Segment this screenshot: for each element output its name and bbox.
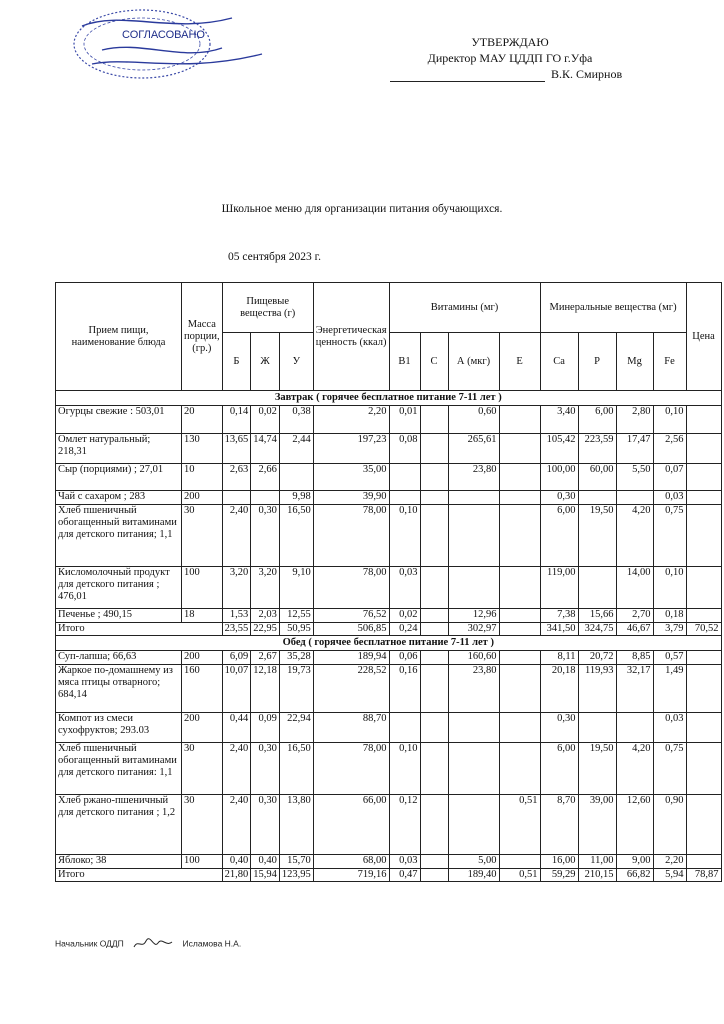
table-cell: 13,80 bbox=[279, 795, 313, 855]
table-row bbox=[56, 406, 722, 434]
total-cell: 66,82 bbox=[616, 869, 653, 882]
total-cell: 506,85 bbox=[313, 623, 389, 636]
table-cell bbox=[420, 665, 448, 713]
table-row bbox=[56, 434, 722, 464]
table-cell bbox=[499, 713, 540, 743]
total-cell: 5,94 bbox=[653, 869, 686, 882]
table-cell: 0,10 bbox=[653, 406, 686, 434]
table-cell bbox=[686, 505, 721, 567]
total-label: Итого bbox=[56, 869, 223, 882]
table-cell bbox=[686, 713, 721, 743]
table-cell: 197,23 bbox=[313, 434, 389, 464]
footer-name: Исламова Н.А. bbox=[182, 938, 242, 949]
table-cell bbox=[616, 491, 653, 505]
table-cell: 13,65 bbox=[222, 434, 251, 464]
table-cell: 0,03 bbox=[389, 855, 420, 869]
header-b1: B1 bbox=[389, 333, 420, 391]
table-cell: 200 bbox=[182, 651, 223, 665]
table-cell: 4,20 bbox=[616, 505, 653, 567]
table-cell: 39,90 bbox=[313, 491, 389, 505]
total-label: Итого bbox=[56, 623, 223, 636]
table-cell: 20 bbox=[182, 406, 223, 434]
table-cell: 0,10 bbox=[389, 505, 420, 567]
table-row bbox=[56, 464, 722, 491]
dish-name: Суп-лапша; 66,63 bbox=[56, 651, 182, 665]
table-cell: 68,00 bbox=[313, 855, 389, 869]
footer-position: Начальник ОДДП bbox=[55, 938, 124, 949]
table-cell: 2,80 bbox=[616, 406, 653, 434]
dish-name: Печенье ; 490,15 bbox=[56, 609, 182, 623]
total-row bbox=[56, 623, 722, 636]
menu-table bbox=[55, 282, 722, 882]
table-cell bbox=[420, 434, 448, 464]
approval-title: УТВЕРЖДАЮ bbox=[471, 35, 549, 49]
table-cell: 7,38 bbox=[540, 609, 578, 623]
table-cell: 78,00 bbox=[313, 567, 389, 609]
table-cell: 0,44 bbox=[222, 713, 251, 743]
table-cell bbox=[499, 505, 540, 567]
dish-name: Омлет натуральный; 218,31 bbox=[56, 434, 182, 464]
table-cell: 19,73 bbox=[279, 665, 313, 713]
table-cell: 30 bbox=[182, 505, 223, 567]
table-cell bbox=[616, 713, 653, 743]
table-cell bbox=[448, 505, 499, 567]
table-cell: 6,00 bbox=[540, 505, 578, 567]
signature-line bbox=[390, 69, 545, 82]
table-cell: 78,00 bbox=[313, 505, 389, 567]
table-cell bbox=[499, 665, 540, 713]
header-a: А (мкг) bbox=[448, 333, 499, 391]
header-ca: Ca bbox=[540, 333, 578, 391]
total-cell: 22,95 bbox=[251, 623, 280, 636]
dish-name: Яблоко; 38 bbox=[56, 855, 182, 869]
table-cell: 2,40 bbox=[222, 795, 251, 855]
table-cell: 16,50 bbox=[279, 505, 313, 567]
table-cell: 10,07 bbox=[222, 665, 251, 713]
table-cell bbox=[578, 567, 616, 609]
table-cell: 0,03 bbox=[389, 567, 420, 609]
table-cell bbox=[499, 743, 540, 795]
table-cell: 0,09 bbox=[251, 713, 280, 743]
table-cell: 16,50 bbox=[279, 743, 313, 795]
table-cell bbox=[686, 651, 721, 665]
table-cell bbox=[499, 651, 540, 665]
table-cell: 2,66 bbox=[251, 464, 280, 491]
total-row bbox=[56, 869, 722, 882]
table-row bbox=[56, 743, 722, 795]
table-cell: 0,02 bbox=[389, 609, 420, 623]
table-cell: 0,90 bbox=[653, 795, 686, 855]
table-cell: 1,49 bbox=[653, 665, 686, 713]
table-cell: 0,01 bbox=[389, 406, 420, 434]
table-cell: 8,85 bbox=[616, 651, 653, 665]
table-row bbox=[56, 651, 722, 665]
table-cell: 0,38 bbox=[279, 406, 313, 434]
table-cell: 0,03 bbox=[653, 491, 686, 505]
table-cell: 119,00 bbox=[540, 567, 578, 609]
table-cell: 189,94 bbox=[313, 651, 389, 665]
table-cell: 6,00 bbox=[578, 406, 616, 434]
table-cell: 5,50 bbox=[616, 464, 653, 491]
table-cell: 105,42 bbox=[540, 434, 578, 464]
total-cell: 123,95 bbox=[279, 869, 313, 882]
table-cell: 20,72 bbox=[578, 651, 616, 665]
table-cell: 0,40 bbox=[222, 855, 251, 869]
table-cell: 22,94 bbox=[279, 713, 313, 743]
total-cell: 3,79 bbox=[653, 623, 686, 636]
dish-name: Жаркое по-домашнему из мяса птицы отварного; 684,14 bbox=[56, 665, 182, 713]
dish-name: Кисломолочный продукт для детского питания ; 476,01 bbox=[56, 567, 182, 609]
total-cell: 50,95 bbox=[279, 623, 313, 636]
header-nutrients: Пищевые вещества (г) bbox=[222, 283, 313, 333]
total-cell: 189,40 bbox=[448, 869, 499, 882]
header-mg: Mg bbox=[616, 333, 653, 391]
table-cell: 0,75 bbox=[653, 505, 686, 567]
table-cell: 119,93 bbox=[578, 665, 616, 713]
table-cell: 0,30 bbox=[540, 713, 578, 743]
table-cell: 100,00 bbox=[540, 464, 578, 491]
total-cell: 21,80 bbox=[222, 869, 251, 882]
table-cell bbox=[420, 795, 448, 855]
table-cell: 12,96 bbox=[448, 609, 499, 623]
table-cell: 39,00 bbox=[578, 795, 616, 855]
table-cell bbox=[686, 743, 721, 795]
table-cell: 0,30 bbox=[251, 505, 280, 567]
total-cell: 0,47 bbox=[389, 869, 420, 882]
table-row bbox=[56, 855, 722, 869]
total-cell: 59,29 bbox=[540, 869, 578, 882]
total-cell: 46,67 bbox=[616, 623, 653, 636]
header-meal: Прием пищи, наименование блюда bbox=[56, 283, 182, 391]
table-cell: 200 bbox=[182, 713, 223, 743]
total-cell bbox=[420, 869, 448, 882]
table-row bbox=[56, 795, 722, 855]
total-cell: 0,51 bbox=[499, 869, 540, 882]
table-cell bbox=[686, 855, 721, 869]
table-cell bbox=[686, 406, 721, 434]
total-cell: 70,52 bbox=[686, 623, 721, 636]
table-cell bbox=[420, 567, 448, 609]
table-cell bbox=[420, 609, 448, 623]
table-cell bbox=[448, 713, 499, 743]
table-cell: 6,00 bbox=[540, 743, 578, 795]
table-cell: 9,98 bbox=[279, 491, 313, 505]
table-cell bbox=[420, 855, 448, 869]
total-cell bbox=[420, 623, 448, 636]
table-cell: 3,40 bbox=[540, 406, 578, 434]
table-cell bbox=[499, 491, 540, 505]
table-row bbox=[56, 609, 722, 623]
total-cell: 341,50 bbox=[540, 623, 578, 636]
dish-name: Огурцы свежие : 503,01 bbox=[56, 406, 182, 434]
table-cell: 265,61 bbox=[448, 434, 499, 464]
table-cell: 23,80 bbox=[448, 464, 499, 491]
table-cell: 11,00 bbox=[578, 855, 616, 869]
total-cell: 719,16 bbox=[313, 869, 389, 882]
section-title: Обед ( горячее бесплатное питание 7-11 лет ) bbox=[56, 636, 722, 651]
table-cell: 0,06 bbox=[389, 651, 420, 665]
table-cell: 2,70 bbox=[616, 609, 653, 623]
dish-name: Хлеб пшеничный обогащенный витаминами для детского питания: 1,1 bbox=[56, 743, 182, 795]
table-cell bbox=[420, 505, 448, 567]
table-cell: 8,11 bbox=[540, 651, 578, 665]
table-cell: 0,30 bbox=[540, 491, 578, 505]
table-cell: 2,44 bbox=[279, 434, 313, 464]
table-cell: 228,52 bbox=[313, 665, 389, 713]
table-cell: 30 bbox=[182, 795, 223, 855]
table-row bbox=[56, 665, 722, 713]
total-cell: 302,97 bbox=[448, 623, 499, 636]
table-cell: 19,50 bbox=[578, 743, 616, 795]
table-cell: 2,63 bbox=[222, 464, 251, 491]
table-cell: 76,52 bbox=[313, 609, 389, 623]
dish-name: Компот из смеси сухофруктов; 293.03 bbox=[56, 713, 182, 743]
header-u: У bbox=[279, 333, 313, 391]
table-cell: 60,00 bbox=[578, 464, 616, 491]
total-cell: 15,94 bbox=[251, 869, 280, 882]
table-cell: 17,47 bbox=[616, 434, 653, 464]
table-cell bbox=[448, 795, 499, 855]
total-cell: 210,15 bbox=[578, 869, 616, 882]
table-cell bbox=[448, 743, 499, 795]
table-cell: 15,66 bbox=[578, 609, 616, 623]
table-cell: 12,55 bbox=[279, 609, 313, 623]
table-cell: 130 bbox=[182, 434, 223, 464]
section-title: Завтрак ( горячее бесплатное питание 7-11 лет ) bbox=[56, 391, 722, 406]
table-row bbox=[56, 505, 722, 567]
table-cell: 0,18 bbox=[653, 609, 686, 623]
table-cell bbox=[499, 434, 540, 464]
table-cell: 35,28 bbox=[279, 651, 313, 665]
table-cell bbox=[420, 713, 448, 743]
table-cell bbox=[686, 609, 721, 623]
document-date: 05 сентября 2023 г. bbox=[228, 251, 321, 263]
table-cell bbox=[499, 406, 540, 434]
table-cell: 0,60 bbox=[448, 406, 499, 434]
table-cell: 0,14 bbox=[222, 406, 251, 434]
header-e: E bbox=[499, 333, 540, 391]
table-cell bbox=[578, 713, 616, 743]
table-cell: 0,51 bbox=[499, 795, 540, 855]
table-cell bbox=[686, 795, 721, 855]
approval-position: Директор МАУ ЦДДП ГО г.Уфа bbox=[427, 51, 593, 65]
table-cell: 35,00 bbox=[313, 464, 389, 491]
table-cell bbox=[448, 491, 499, 505]
table-cell bbox=[448, 567, 499, 609]
table-cell: 160 bbox=[182, 665, 223, 713]
table-cell: 2,56 bbox=[653, 434, 686, 464]
table-cell: 0,75 bbox=[653, 743, 686, 795]
table-cell bbox=[222, 491, 251, 505]
header-price: Цена bbox=[686, 283, 721, 391]
table-cell: 14,00 bbox=[616, 567, 653, 609]
table-cell: 78,00 bbox=[313, 743, 389, 795]
header-energy: Энергетическая ценность (ккал) bbox=[313, 283, 389, 391]
table-cell: 9,10 bbox=[279, 567, 313, 609]
table-cell: 100 bbox=[182, 567, 223, 609]
table-cell: 0,10 bbox=[653, 567, 686, 609]
table-cell bbox=[389, 713, 420, 743]
table-cell: 20,18 bbox=[540, 665, 578, 713]
table-cell: 3,20 bbox=[251, 567, 280, 609]
table-cell: 9,00 bbox=[616, 855, 653, 869]
table-row bbox=[56, 567, 722, 609]
total-cell bbox=[499, 623, 540, 636]
svg-text:СОГЛАСОВАНО: СОГЛАСОВАНО bbox=[122, 29, 205, 41]
table-cell: 32,17 bbox=[616, 665, 653, 713]
table-cell: 0,16 bbox=[389, 665, 420, 713]
table-row bbox=[56, 491, 722, 505]
header-b: Б bbox=[222, 333, 251, 391]
table-cell: 4,20 bbox=[616, 743, 653, 795]
dish-name: Чай с сахаром ; 283 bbox=[56, 491, 182, 505]
header-fe: Fe bbox=[653, 333, 686, 391]
table-cell bbox=[686, 434, 721, 464]
table-cell: 223,59 bbox=[578, 434, 616, 464]
table-cell bbox=[251, 491, 280, 505]
total-cell: 0,24 bbox=[389, 623, 420, 636]
total-cell: 324,75 bbox=[578, 623, 616, 636]
table-cell bbox=[420, 406, 448, 434]
total-cell: 23,55 bbox=[222, 623, 251, 636]
table-cell: 23,80 bbox=[448, 665, 499, 713]
header-c: C bbox=[420, 333, 448, 391]
approval-signature: В.К. Смирнов bbox=[390, 66, 630, 82]
header-minerals: Минеральные вещества (мг) bbox=[540, 283, 686, 333]
table-cell: 0,07 bbox=[653, 464, 686, 491]
table-cell: 15,70 bbox=[279, 855, 313, 869]
dish-name: Хлеб ржано-пшеничный для детского питания ; 1,2 bbox=[56, 795, 182, 855]
table-cell bbox=[420, 743, 448, 795]
table-cell: 0,02 bbox=[251, 406, 280, 434]
table-cell: 0,08 bbox=[389, 434, 420, 464]
table-cell: 5,00 bbox=[448, 855, 499, 869]
table-cell bbox=[279, 464, 313, 491]
table-cell: 2,40 bbox=[222, 743, 251, 795]
table-cell bbox=[499, 609, 540, 623]
handwritten-signature bbox=[132, 937, 174, 951]
table-cell: 0,03 bbox=[653, 713, 686, 743]
table-cell: 0,40 bbox=[251, 855, 280, 869]
table-cell: 2,20 bbox=[653, 855, 686, 869]
dish-name: Сыр (порциями) ; 27,01 bbox=[56, 464, 182, 491]
table-cell bbox=[499, 855, 540, 869]
table-cell: 10 bbox=[182, 464, 223, 491]
table-cell: 0,30 bbox=[251, 795, 280, 855]
table-cell: 200 bbox=[182, 491, 223, 505]
table-cell bbox=[686, 665, 721, 713]
table-cell: 88,70 bbox=[313, 713, 389, 743]
table-cell bbox=[578, 491, 616, 505]
table-cell bbox=[420, 651, 448, 665]
table-cell: 2,20 bbox=[313, 406, 389, 434]
table-cell bbox=[686, 491, 721, 505]
table-cell: 0,30 bbox=[251, 743, 280, 795]
table-cell bbox=[389, 464, 420, 491]
table-cell: 2,67 bbox=[251, 651, 280, 665]
table-cell: 0,57 bbox=[653, 651, 686, 665]
table-cell: 19,50 bbox=[578, 505, 616, 567]
header-vitamins: Витамины (мг) bbox=[389, 283, 540, 333]
table-cell: 2,03 bbox=[251, 609, 280, 623]
table-cell bbox=[420, 464, 448, 491]
header-mass: Масса порции, (гр.) bbox=[182, 283, 223, 391]
table-cell: 18 bbox=[182, 609, 223, 623]
header-zh: Ж bbox=[251, 333, 280, 391]
table-cell: 66,00 bbox=[313, 795, 389, 855]
footer-signature bbox=[55, 937, 241, 951]
table-cell: 0,12 bbox=[389, 795, 420, 855]
table-cell bbox=[686, 567, 721, 609]
table-cell bbox=[420, 491, 448, 505]
approval-stamp bbox=[62, 4, 272, 84]
table-cell: 12,60 bbox=[616, 795, 653, 855]
table-cell: 160,60 bbox=[448, 651, 499, 665]
total-cell: 78,87 bbox=[686, 869, 721, 882]
table-cell: 16,00 bbox=[540, 855, 578, 869]
table-cell: 6,09 bbox=[222, 651, 251, 665]
table-cell: 100 bbox=[182, 855, 223, 869]
header-p: P bbox=[578, 333, 616, 391]
dish-name: Хлеб пшеничный обогащенный витаминами для детского питания; 1,1 bbox=[56, 505, 182, 567]
table-cell bbox=[499, 464, 540, 491]
table-cell bbox=[389, 491, 420, 505]
table-cell: 2,40 bbox=[222, 505, 251, 567]
approval-block bbox=[390, 34, 630, 82]
document-title: Школьное меню для организации питания обучающихся. bbox=[221, 203, 503, 215]
table-cell: 12,18 bbox=[251, 665, 280, 713]
table-cell: 8,70 bbox=[540, 795, 578, 855]
table-cell bbox=[499, 567, 540, 609]
table-cell: 3,20 bbox=[222, 567, 251, 609]
table-cell: 1,53 bbox=[222, 609, 251, 623]
table-cell: 0,10 bbox=[389, 743, 420, 795]
table-cell bbox=[686, 464, 721, 491]
table-row bbox=[56, 713, 722, 743]
table-cell: 14,74 bbox=[251, 434, 280, 464]
table-cell: 30 bbox=[182, 743, 223, 795]
